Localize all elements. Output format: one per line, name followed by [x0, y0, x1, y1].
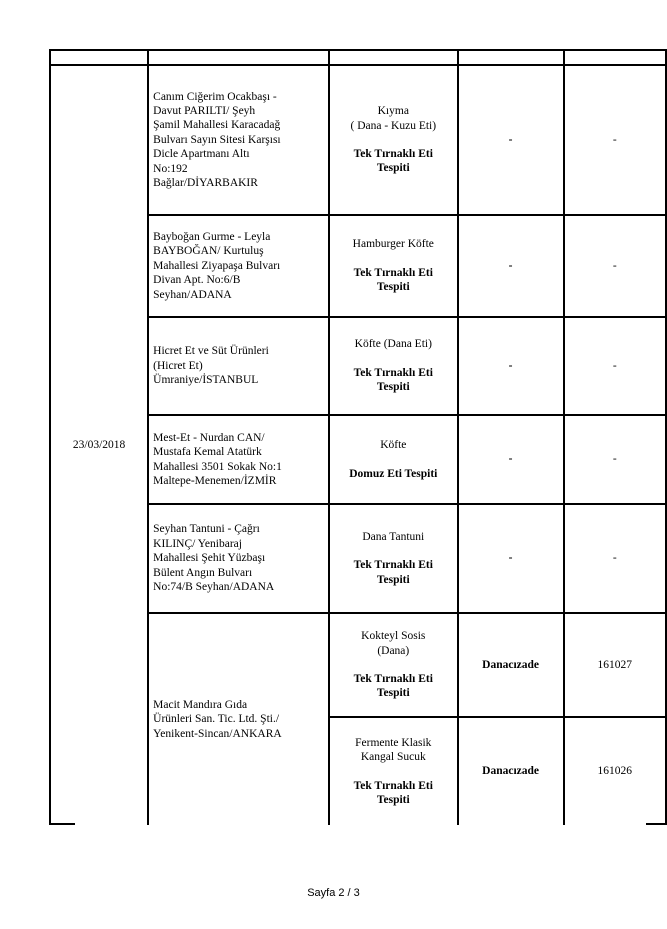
product-name: Dana Tantuni: [362, 530, 425, 543]
product-name: Kokteyl Sosis (Dana): [361, 630, 426, 657]
product-name: Fermente Klasik Kangal Sucuk: [355, 736, 432, 764]
date-cell: 23/03/2018: [50, 65, 148, 825]
finding-text: Tek Tırnaklı Eti Tespiti: [353, 366, 433, 394]
brand-cell: -: [458, 215, 564, 317]
product-cell: [329, 215, 458, 317]
product-cell: [329, 717, 458, 825]
page-number-footer: Sayfa 2 / 3: [307, 887, 360, 899]
brand-cell: -: [458, 504, 564, 613]
business-cell: Macit Mandıra Gıda Ürünleri San. Tic. Ltd. Şti./ Yenikent-Sincan/ANKARA: [148, 613, 329, 825]
business-cell: Hicret Et ve Süt Ürünleri (Hicret Et) Ümraniye/İSTANBUL: [148, 317, 329, 415]
finding-text: Tek Tırnaklı Eti Tespiti: [353, 148, 433, 175]
product-cell: [329, 65, 458, 215]
product-cell: [329, 613, 458, 717]
finding-text: Domuz Eti Tespiti: [349, 467, 438, 480]
number-cell: -: [564, 504, 666, 613]
brand-cell: -: [458, 65, 564, 215]
brand-cell: Danacızade: [458, 613, 564, 717]
table-row: [50, 65, 666, 215]
number-cell: 161026: [564, 717, 666, 825]
product-cell: [329, 504, 458, 613]
number-cell: -: [564, 415, 666, 504]
business-cell: Mest-Et - Nurdan CAN/ Mustafa Kemal Atatürk Mahallesi 3501 Sokak No:1 Maltepe-Menemen/İZMİR: [148, 415, 329, 504]
product-name: Kıyma ( Dana - Kuzu Eti): [350, 105, 437, 132]
product-cell: [329, 415, 458, 504]
number-cell: -: [564, 65, 666, 215]
brand-cell: Danacızade: [458, 717, 564, 825]
business-cell: Canım Ciğerim Ocakbaşı - Davut PARILTI/ Şeyh Şamil Mahallesi Karacadağ Bulvarı Sayın Sitesi Karşısı Dicle Apartmanı Altı No:192 Bağlar/DİYARBAKIR: [148, 65, 329, 215]
number-cell: -: [564, 317, 666, 415]
product-name: Köfte: [380, 439, 407, 452]
empty-header-cell: [329, 50, 458, 65]
finding-text: Tek Tırnaklı Eti Tespiti: [353, 559, 433, 586]
business-cell: Bayboğan Gurme - Leyla BAYBOĞAN/ Kurtuluş Mahallesi Ziyapaşa Bulvarı Divan Apt. No:6/B Seyhan/ADANA: [148, 215, 329, 317]
table-bottom-right-border-segment: [646, 823, 667, 825]
product-name: Hamburger Köfte: [352, 238, 434, 251]
table-continuation-header-row: [50, 50, 666, 65]
empty-header-cell: [458, 50, 564, 65]
number-cell: -: [564, 215, 666, 317]
inspection-table-wrap: [49, 49, 667, 825]
empty-header-cell: [50, 50, 148, 65]
finding-text: Tek Tırnaklı Eti Tespiti: [353, 673, 433, 700]
number-cell: 161027: [564, 613, 666, 717]
product-name: Köfte (Dana Eti): [354, 338, 432, 351]
business-cell: Seyhan Tantuni - Çağrı KILINÇ/ Yenibaraj Mahallesi Şehit Yüzbaşı Bülent Angın Bulvarı No:74/B Seyhan/ADANA: [148, 504, 329, 613]
brand-cell: -: [458, 415, 564, 504]
empty-header-cell: [564, 50, 666, 65]
product-cell: [329, 317, 458, 415]
finding-text: Tek Tırnaklı Eti Tespiti: [353, 779, 433, 806]
table-bottom-left-border-segment: [49, 823, 75, 825]
empty-header-cell: [148, 50, 329, 65]
brand-cell: -: [458, 317, 564, 415]
finding-text: Tek Tırnaklı Eti Tespiti: [353, 266, 433, 294]
inspection-results-table: [49, 49, 667, 825]
